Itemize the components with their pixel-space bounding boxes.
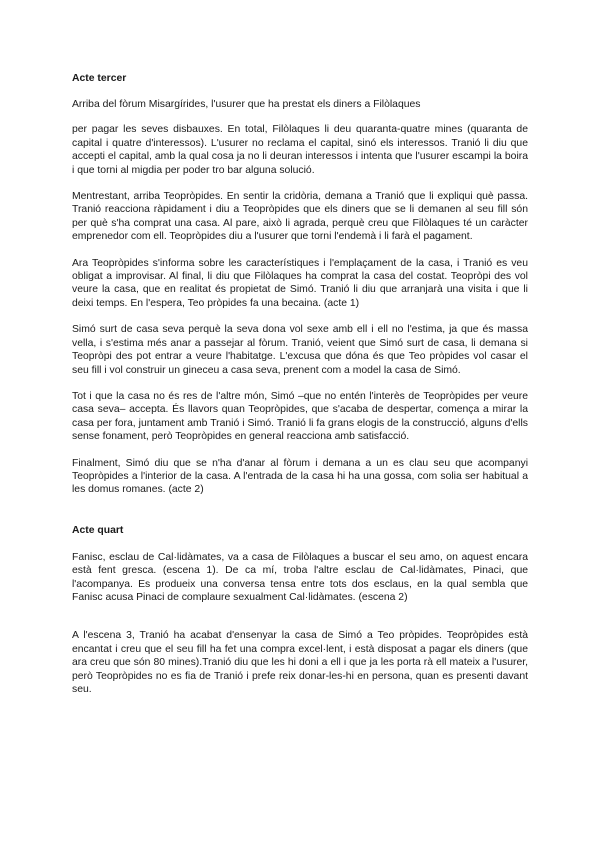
paragraph: Arriba del fòrum Misargírides, l'usurer que ha prestat els diners a Filòlaques [72,99,421,110]
section-heading-acte-tercer: Acte tercer [72,73,127,84]
paragraph: Simó surt de casa seva perquè la seva dona vol sexe amb ell i ell no l'estima, ja que és massa vella, i s'estima més anar a passejar al fòrum. Tranió, veient que Simó surt de casa, li demana si Teopròpi des pot entrar a veure l'habitatge. L'excusa que dóna és que Teo pròpides vol casar el seu fill i vol construir un gineceu a casa seva, prenent com a model la casa de Simó. [72,324,528,376]
section-heading-acte-quart: Acte quart [72,524,124,536]
paragraph: Fanisc, esclau de Cal·lidàmates, va a casa de Filòlaques a buscar el seu amo, on aquest encara està fent gresca. (escena 1). De ca mí, troba l'altre esclau de Cal·lidàmates, Pinaci, que l'acompanya. Es produeix una conversa tensa entre tots dos esclaus, en la qual sembla que Fanisc acusa Pinaci de complaure sexualment Cal·lidàmates. (escena 2) [72,551,528,603]
paragraph: per pagar les seves disbauxes. En total, Filòlaques li deu quaranta-quatre mines (quaranta de capital i quatre d'interessos). L'usurer no reclama el capital, sinó els interessos. Tranió li diu que accepti el capital, amb la qual cosa ja no li deuran interessos i intenta que l'usurer escampi la boira i que torni al migdia per poder tro bar alguna solució. [72,124,528,176]
paragraph: Mentrestant, arriba Teopròpides. En sentir la cridòria, demana a Tranió que li expliqui què passa. Tranió reacciona ràpidament i diu a Teopròpides que els diners que se li demanen al seu fill són per què s'ha comprat una casa. Al pare, això li agrada, perquè creu que Filòlaques té un caràcter emprenedor com ell. Teopròpides diu a l'usurer que torni l'endemà i li farà el pagament. [72,191,528,243]
paragraph: Tot i que la casa no és res de l'altre món, Simó –que no entén l'interès de Teopròpides per veure casa seva– accepta. És llavors quan Teopròpides, que s'acaba de despertar, comença a mirar la casa per fora, juntament amb Tranió i Simó. Tranió li fa grans elogis de la construcció, alguns d'ells sense fonament, però Teopròpides en general reacciona amb satisfacció. [72,390,528,443]
paragraph: Finalment, Simó diu que se n'ha d'anar al fòrum i demana a un es clau seu que acompanyi Teopròpides a l'interior de la casa. A l'entrada de la casa hi ha una gossa, com solia ser habitual a les domus romanes. (acte 2) [72,457,528,496]
paragraph: Ara Teopròpides s'informa sobre les característiques i l'emplaçament de la casa, i Tranió es veu obligat a improvisar. Al final, li diu que Filòlaques ha comprat la casa del costat. Teopròpi des vol veure la casa, que en realitat és propietat de Simó. Tranió li diu que arranjarà una visita i que li deixi temps. En l'espera, Teo pròpides fa una becaina. (acte 1) [72,257,528,309]
paragraph: A l'escena 3, Tranió ha acabat d'ensenyar la casa de Simó a Teo pròpides. Teopròpides està encantat i creu que el seu fill ha fet una compra excel·lent, i està disposat a pagar els diners (que ara creu que són 80 mines).Tranió diu que les hi doni a ell i que ja les porta rà ell mateix a l'usurer, però Teopròpides no es fia de Tranió i prefe reix donar-les-hi en persona, quan es presenti davant seu. [72,630,528,695]
